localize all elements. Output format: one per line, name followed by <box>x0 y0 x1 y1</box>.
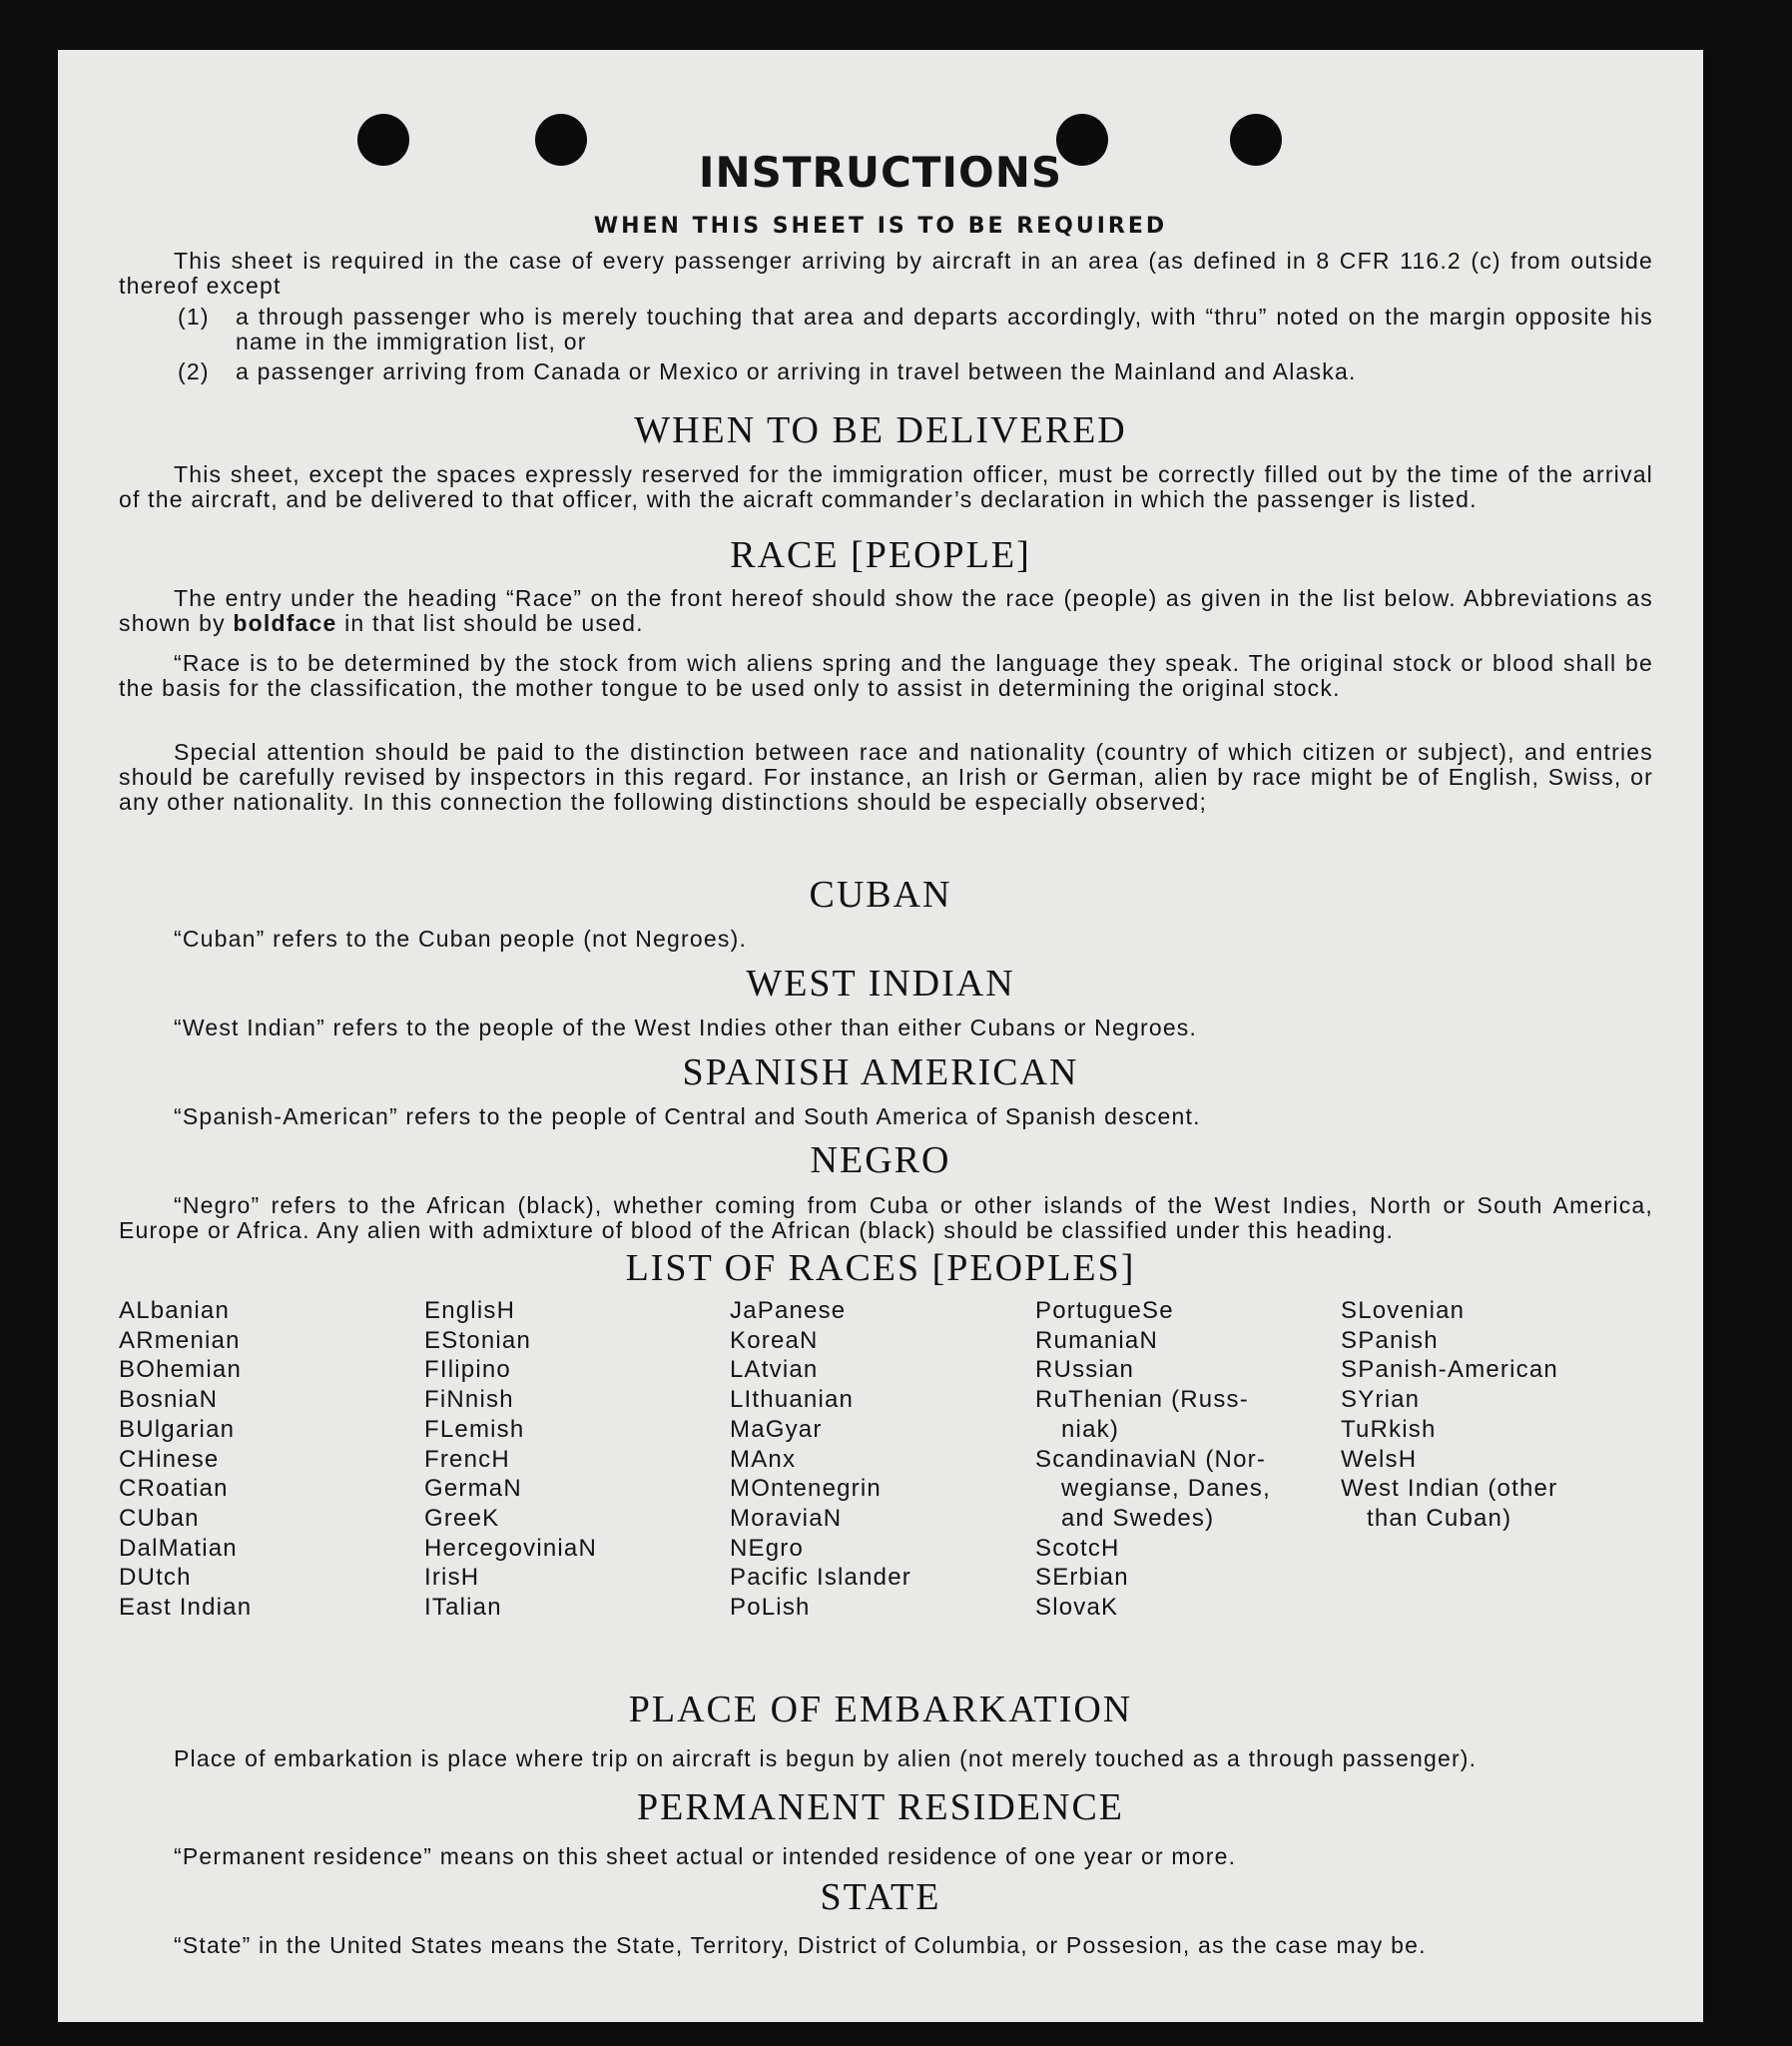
negro-paragraph: “Negro” refers to the African (black), whether coming from Cuba or other islands of the West Indies, North or South America, Europe or Africa. Any alien with admixture of blood of the African (black) should be classified under this heading. <box>119 1192 1653 1243</box>
exception-number: (2) <box>178 358 210 384</box>
section-heading-race: RACE [PEOPLE] <box>730 534 1031 576</box>
race-entry: ITalian <box>424 1594 502 1622</box>
race-entry: ScandinaviaN (Nor- <box>1035 1445 1267 1473</box>
race-entry: SPanish <box>1341 1326 1439 1354</box>
race-entry: FiNnish <box>424 1386 514 1414</box>
exception-item <box>178 304 1653 354</box>
race-entry: CRoatian <box>119 1475 229 1503</box>
section-heading-negro: NEGRO <box>810 1139 951 1181</box>
race-entry: PoLish <box>730 1594 811 1622</box>
state-paragraph: “State” in the United States means the State, Territory, District of Columbia, or Possesion, as the case may be. <box>174 1932 1427 1958</box>
race-entry: CHinese <box>119 1445 220 1473</box>
race-entry: RumaniaN <box>1035 1326 1158 1354</box>
section-heading-races-list: LIST OF RACES [PEOPLES] <box>625 1247 1136 1289</box>
race-entry: JaPanese <box>730 1297 847 1324</box>
exception-number: (1) <box>178 304 210 330</box>
race-entry-continued: and Swedes) <box>1061 1504 1215 1532</box>
exception-text: a through passenger who is merely touching that area and departs accordingly, with “thru” noted on the margin opposite his name in the immigration list, or <box>236 304 1653 354</box>
section-heading-embarkation: PLACE OF EMBARKATION <box>628 1689 1133 1730</box>
exception-item <box>178 358 1653 384</box>
race-entry: MAnx <box>730 1445 797 1473</box>
races-column <box>730 1296 1035 1623</box>
page-subtitle: WHEN THIS SHEET IS TO BE REQUIRED <box>593 214 1168 239</box>
race-entry: MaGyar <box>730 1415 823 1443</box>
race-entry: SLovenian <box>1341 1297 1466 1324</box>
race-paragraph-1 <box>119 586 1653 636</box>
race-entry: SPanish-American <box>1341 1356 1558 1384</box>
race-entry: BUlgarian <box>119 1415 236 1443</box>
race-entry: DalMatian <box>119 1534 238 1562</box>
race-entry: West Indian (other <box>1341 1475 1558 1503</box>
races-column <box>119 1296 424 1623</box>
page-title: INSTRUCTIONS <box>698 148 1063 197</box>
west-indian-paragraph: “West Indian” refers to the people of the West Indies other than either Cubans or Negroes. <box>174 1015 1198 1040</box>
section-heading-cuban: CUBAN <box>809 874 952 916</box>
race-entry: MOntenegrin <box>730 1475 882 1503</box>
race-entry: KoreaN <box>730 1326 819 1354</box>
race-entry: WelsH <box>1341 1445 1418 1473</box>
exception-text: a passenger arriving from Canada or Mexico or arriving in travel between the Mainland and Alaska. <box>236 358 1357 384</box>
race-entry: BosniaN <box>119 1386 219 1414</box>
embarkation-paragraph: Place of embarkation is place where trip on aircraft is begun by alien (not merely touched as a through passenger). <box>174 1745 1478 1771</box>
race-entry: LAtvian <box>730 1356 819 1384</box>
race-entry-continued: wegianse, Danes, <box>1061 1475 1271 1503</box>
section-heading-residence: PERMANENT RESIDENCE <box>636 1786 1125 1828</box>
race-entry: ARmenian <box>119 1326 241 1354</box>
race-entry: CUban <box>119 1504 200 1532</box>
races-column <box>1341 1296 1646 1623</box>
race-entry: SYrian <box>1341 1386 1421 1414</box>
race-entry: HercegoviniaN <box>424 1534 598 1562</box>
race-entry: FrencH <box>424 1445 510 1473</box>
cuban-paragraph: “Cuban” refers to the Cuban people (not Negroes). <box>174 926 748 952</box>
race-paragraph-2: “Race is to be determined by the stock from wich aliens spring and the language they speak. The original stock or blood shall be the basis for the classification, the mother tongue to be used only to assist in determining the original stock. <box>119 650 1653 701</box>
race-entry: DUtch <box>119 1564 192 1592</box>
spanish-american-paragraph: “Spanish-American” refers to the people of Central and South America of Spanish descent. <box>174 1103 1201 1129</box>
races-column <box>424 1296 730 1623</box>
race-entry: PortugueSe <box>1035 1297 1174 1324</box>
race-entry: SlovaK <box>1035 1594 1119 1622</box>
race-entry-continued: than Cuban) <box>1367 1504 1512 1532</box>
races-list <box>119 1296 1676 1623</box>
race-entry: BOhemian <box>119 1356 242 1384</box>
section-heading-delivered: WHEN TO BE DELIVERED <box>634 409 1127 451</box>
document-page <box>58 50 1703 2022</box>
race-text: in that list should be used. <box>336 610 644 636</box>
race-entry: GermaN <box>424 1475 522 1503</box>
race-entry: GreeK <box>424 1504 500 1532</box>
race-entry: RUssian <box>1035 1356 1135 1384</box>
race-entry: FIlipino <box>424 1356 511 1384</box>
race-entry: East Indian <box>119 1594 253 1622</box>
race-text: The entry under the heading “Race” on the front hereof should show the race (people) as given in the list below. Abbreviations as shown by <box>119 585 1653 636</box>
race-entry: SErbian <box>1035 1564 1129 1592</box>
race-entry: NEgro <box>730 1534 805 1562</box>
section-heading-state: STATE <box>820 1876 941 1918</box>
race-entry: ScotcH <box>1035 1534 1120 1562</box>
section-heading-west-indian: WEST INDIAN <box>746 963 1015 1005</box>
race-entry: TuRkish <box>1341 1415 1437 1443</box>
race-entry: LIthuanian <box>730 1386 855 1414</box>
race-entry: IrisH <box>424 1564 480 1592</box>
race-paragraph-3: Special attention should be paid to the distinction between race and nationality (country of which citizen or subject), and entries should be carefully revised by inspectors in this regard. For instance, an Irish or German, alien by race might be of English, Swiss, or any other nationality. In this connection the following distinctions should be especially observed; <box>119 739 1653 815</box>
race-entry: EStonian <box>424 1326 532 1354</box>
section-heading-spanish-american: SPANISH AMERICAN <box>682 1051 1079 1093</box>
race-entry: EnglisH <box>424 1297 516 1324</box>
intro-paragraph: This sheet is required in the case of every passenger arriving by aircraft in an area (as defined in 8 CFR 116.2 (c) from outside thereof except <box>119 248 1653 299</box>
race-bold-word: boldface <box>233 610 337 636</box>
race-entry: Pacific Islander <box>730 1564 911 1592</box>
race-entry-continued: niak) <box>1061 1415 1120 1443</box>
races-column <box>1035 1296 1341 1623</box>
race-entry: ALbanian <box>119 1297 231 1324</box>
race-entry: MoraviaN <box>730 1504 843 1532</box>
residence-paragraph: “Permanent residence” means on this sheet actual or intended residence of one year or more. <box>174 1843 1237 1869</box>
race-entry: FLemish <box>424 1415 525 1443</box>
delivered-paragraph: This sheet, except the spaces expressly reserved for the immigration officer, must be correctly filled out by the time of the arrival of the aircraft, and be delivered to that officer, with the aicraft commander’s declaration in which the passenger is listed. <box>119 461 1653 512</box>
race-entry: RuThenian (Russ- <box>1035 1386 1249 1414</box>
